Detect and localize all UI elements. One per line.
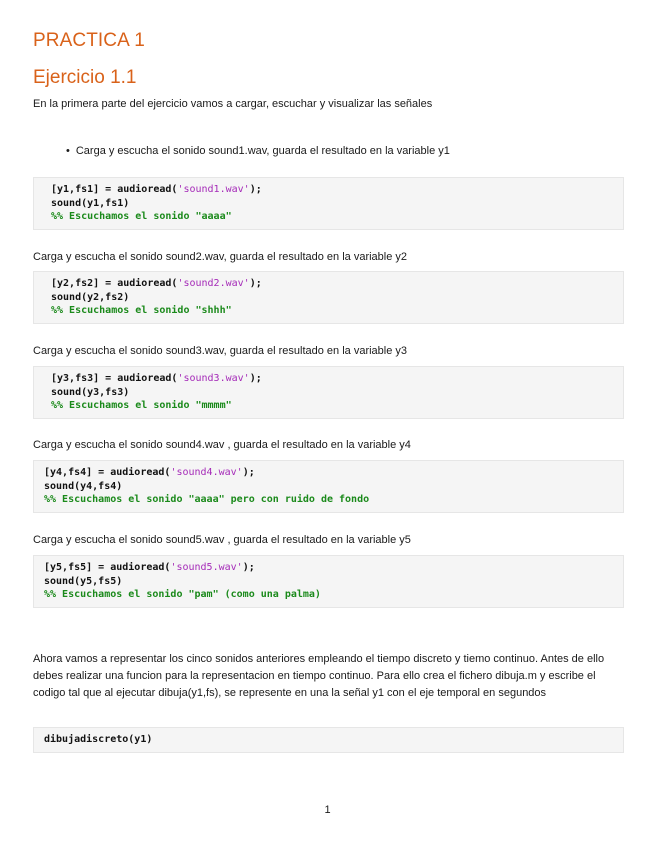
code-line: sound(y2,fs2) [51,291,130,303]
code-block-5[interactable] [33,555,624,608]
code-line: sound(y1,fs1) [51,197,130,209]
bullet-text: Carga y escucha el sonido sound1.wav, guarda el resultado en la variable y1 [75,145,450,157]
code-line: sound(y4,fs4) [44,480,123,492]
code-block-3[interactable] [33,366,624,419]
paragraph-sound3: Carga y escucha el sonido sound3.wav, guarda el resultado en la variable y3 [33,345,408,357]
code-comment: %% Escuchamos el sonido "aaaa" pero con ruido de fondo [44,494,370,505]
code-block-4[interactable] [33,460,624,513]
bullet-dot-icon: • [66,145,70,157]
section-title: Ejercicio 1.1 [33,67,137,88]
code-line: [y5,fs5] = audioread('sound5.wav'); [44,562,255,573]
code-block-6[interactable] [33,727,624,753]
paragraph-sound5: Carga y escucha el sonido sound5.wav , guarda el resultado en la variable y5 [33,534,411,546]
paragraph-sound2: Carga y escucha el sonido sound2.wav, guarda el resultado en la variable y2 [33,251,408,263]
page-number: 1 [324,804,331,816]
code-comment: %% Escuchamos el sonido "mmmm" [51,400,232,411]
code-comment: %% Escuchamos el sonido "aaaa" [51,211,232,222]
code-block-2[interactable] [33,271,624,324]
code-line: [y1,fs1] = audioread('sound1.wav'); [51,184,262,195]
code-line: sound(y3,fs3) [51,386,130,398]
code-line: sound(y5,fs5) [44,575,123,587]
code-line: dibujadiscreto(y1) [44,734,153,745]
page-title: PRACTICA 1 [33,30,145,51]
intro-paragraph: En la primera parte del ejercicio vamos a cargar, escuchar y visualizar las señales [33,98,433,110]
code-block-1[interactable] [33,177,624,230]
code-line: [y3,fs3] = audioread('sound3.wav'); [51,373,262,384]
code-comment: %% Escuchamos el sonido "pam" (como una palma) [44,589,321,600]
code-line: [y4,fs4] = audioread('sound4.wav'); [44,467,255,478]
paragraph-sound4: Carga y escucha el sonido sound4.wav , guarda el resultado en la variable y4 [33,439,411,451]
code-line: [y2,fs2] = audioread('sound2.wav'); [51,278,262,289]
code-comment: %% Escuchamos el sonido "shhh" [51,305,232,316]
paragraph-representation: Ahora vamos a representar los cinco sonidos anteriores empleando el tiempo discreto y tiemo continuo. Antes de ello debes realizar una funcion para la representacion en tiempo continuo. Para ello crea el fichero dibuja.m y escribe el codigo tal que al ejecutar dibuja(y1,fs), se represente en una la señal y1 con el eje temporal en segundos [33,653,605,699]
bullet-item [66,145,450,157]
